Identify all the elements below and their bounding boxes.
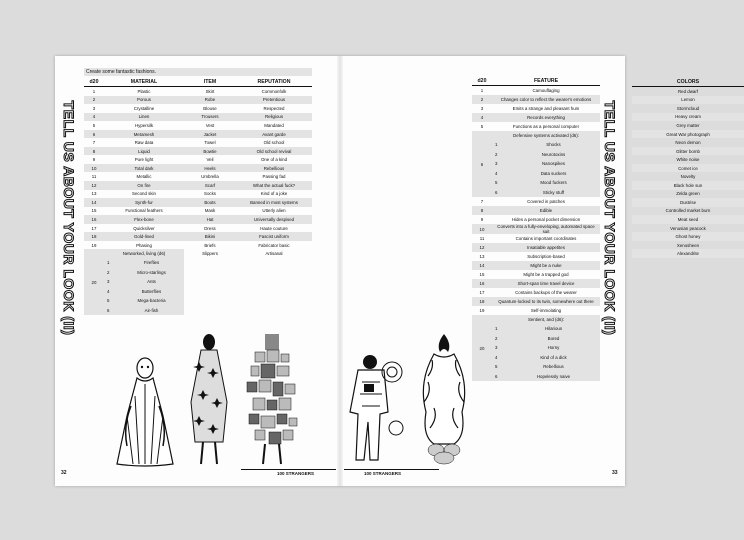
nested-head: Sentient, and (d6): — [527, 317, 565, 322]
sub-text: Horny — [547, 345, 560, 350]
table-row — [472, 113, 600, 122]
sub-text: Ants — [147, 279, 156, 285]
cell-material: Metamesh — [104, 130, 184, 139]
sub-text: Kind of a dick — [540, 354, 567, 360]
cell-n: 13 — [479, 254, 485, 259]
cell-item: Vest — [205, 122, 215, 128]
cell-item: Bowtie — [184, 147, 236, 156]
table-row — [632, 249, 744, 258]
table-row — [472, 131, 600, 197]
sub-text: Hopelessly naive — [536, 373, 571, 379]
cell-reputation: What the actual fuck? — [236, 181, 312, 190]
cell-n: 19 — [479, 308, 485, 313]
cell-color: Heavy cream — [632, 113, 744, 122]
sub-text: Shocks — [546, 142, 561, 147]
sub-option — [492, 150, 600, 160]
table-row — [632, 130, 744, 139]
cell-color: Red dwarf — [677, 88, 698, 94]
sub-number: 5 — [495, 364, 498, 369]
sub-option — [492, 159, 600, 169]
cell-item: Slippers — [202, 251, 218, 257]
table-row — [84, 155, 312, 164]
cell-n: 16 — [84, 215, 104, 224]
sub-number: 1 — [495, 142, 498, 147]
cell-reputation: Utterly alien — [262, 208, 286, 214]
cell-feature: Functions as a personal computer — [512, 124, 580, 129]
table-row — [632, 113, 744, 122]
table-prompt: Create some fantastic fashions. — [84, 68, 312, 76]
table-row — [84, 164, 312, 173]
cell-n: 3 — [92, 105, 96, 111]
cell-feature: Records everything — [492, 113, 600, 122]
table-row — [84, 113, 312, 122]
cell-feature: Quantum-locked to its twin, somewhere out there — [492, 297, 600, 306]
cell-n: 3 — [480, 106, 484, 111]
cell-n: 17 — [91, 225, 97, 231]
cell-n: 11 — [91, 174, 97, 180]
cell-feature: Might be a nuke — [492, 261, 600, 270]
cell-color: Neon demon — [675, 140, 701, 146]
cell-n: 4 — [472, 113, 492, 122]
cell-n: 7 — [480, 199, 484, 204]
table-row — [84, 190, 312, 199]
table-row — [632, 181, 744, 190]
footer-rule-right — [344, 469, 439, 470]
cell-reputation: Universally despised — [236, 215, 312, 224]
figure-tech-suit — [340, 352, 408, 464]
cell-material: Porous — [104, 96, 184, 105]
cell-reputation: Religious — [236, 113, 312, 122]
nested-head: Defensive systems activated (d6): — [513, 133, 579, 138]
cell-material: Phasing — [136, 242, 152, 248]
cell-material-nested — [104, 249, 184, 315]
sub-option — [492, 353, 600, 363]
cell-n: 10 — [472, 224, 492, 234]
cell-n: 9 — [92, 157, 96, 163]
cell-n: 6 — [472, 131, 492, 197]
cell-item: Mask — [204, 208, 216, 214]
cell-reputation: Kind of a joke — [260, 191, 288, 197]
table-row — [84, 215, 312, 224]
sub-option — [104, 277, 184, 287]
table-row — [84, 241, 312, 250]
sub-option — [492, 343, 600, 353]
cell-item: Towel — [204, 140, 216, 146]
table-row — [632, 172, 744, 181]
cell-material: Quicksilver — [133, 225, 155, 231]
table-row — [472, 215, 600, 224]
table-row — [472, 252, 600, 261]
cell-n: 15 — [479, 272, 485, 277]
cell-reputation: Old school — [263, 140, 285, 146]
cell-n: 18 — [84, 232, 104, 241]
table-row — [84, 96, 312, 105]
cell-n: 1 — [92, 88, 96, 94]
sub-text: Butterflies — [141, 288, 162, 294]
sub-number: 2 — [495, 151, 498, 157]
sub-option — [104, 268, 184, 278]
cell-reputation: Pretentious — [236, 96, 312, 105]
cell-n: 9 — [480, 217, 484, 222]
sub-number: 3 — [107, 279, 110, 285]
figure-cloaked-being — [113, 356, 177, 468]
cell-reputation: Passing fad — [262, 174, 286, 180]
table-row — [632, 198, 744, 207]
table-row — [472, 270, 600, 279]
left-page — [55, 56, 340, 486]
figure-starry-dress — [183, 332, 235, 468]
cell-feature: Hides a personal pocket dimension — [511, 217, 581, 222]
sub-option — [492, 188, 600, 198]
sub-text: Mega-bacteria — [137, 298, 166, 304]
sub-number: 4 — [107, 288, 110, 294]
cell-item: Blouse — [203, 105, 217, 111]
table-row — [472, 315, 600, 381]
table-row — [472, 261, 600, 270]
cell-feature: Short-span time travel device — [492, 279, 600, 288]
cell-material: Gold-lined — [104, 232, 184, 241]
cell-n: 16 — [472, 279, 492, 288]
sub-option — [492, 334, 600, 344]
table-row — [472, 95, 600, 104]
sub-text: Air-fish — [144, 307, 159, 313]
fashion-table — [84, 77, 312, 315]
cell-n: 12 — [84, 181, 104, 190]
footer-rule-left — [241, 469, 336, 470]
cell-material: Hypersilk — [134, 122, 154, 128]
cell-feature: Camouflaging — [532, 88, 560, 93]
header-item: ITEM — [184, 77, 236, 87]
feature-table — [472, 76, 600, 381]
cell-n: 8 — [84, 147, 104, 156]
table-row — [472, 306, 600, 315]
cell-feature: Contains important coordinates — [515, 236, 577, 241]
sub-number: 1 — [107, 260, 110, 266]
cell-n: 19 — [91, 242, 97, 248]
sub-text: Mood fuckers — [540, 180, 567, 185]
table-row — [84, 232, 312, 241]
cell-item: Skirt — [205, 88, 215, 94]
table-row — [472, 279, 600, 288]
sub-number: 4 — [495, 170, 498, 176]
cell-feature-nested — [492, 315, 600, 381]
table-row — [84, 198, 312, 207]
table-row — [632, 164, 744, 173]
cell-n: 2 — [472, 95, 492, 104]
sub-text: Micro-starlings — [137, 269, 166, 275]
cell-feature: Covered in patches — [527, 199, 565, 204]
table-row — [632, 96, 744, 105]
sub-number: 6 — [495, 189, 498, 195]
cell-n: 14 — [472, 261, 492, 270]
cell-color: Alexandrite — [632, 249, 744, 258]
cell-reputation: Artisanal — [265, 251, 283, 257]
cell-n: 7 — [92, 140, 96, 146]
table-row — [632, 121, 744, 130]
cell-reputation: Old school revival — [236, 147, 312, 156]
table-row — [632, 87, 744, 96]
table-row — [84, 104, 312, 113]
table-row — [632, 104, 744, 113]
cell-item: Briefs — [204, 242, 216, 248]
cell-color: Glitter bomb — [632, 147, 744, 156]
cell-color: Dustrise — [632, 198, 744, 207]
cell-color: Controlled market burn — [665, 208, 711, 214]
cell-n: 5 — [92, 122, 96, 128]
cell-n: 2 — [84, 96, 104, 105]
cell-item: Bikini — [184, 232, 236, 241]
right-vertical-title: TELL US ABOUT YOUR LOOK (II) — [602, 100, 618, 336]
sub-number: 4 — [495, 354, 498, 360]
cell-n: 17 — [479, 290, 485, 295]
cell-n: 20 — [84, 249, 104, 315]
table-row — [472, 197, 600, 206]
table-row — [472, 288, 600, 297]
sub-option — [492, 178, 600, 188]
cell-feature: Might be a trapped god — [523, 272, 569, 277]
table-row — [472, 234, 600, 243]
table-row — [632, 215, 744, 224]
sub-option — [492, 140, 600, 150]
cell-n: 5 — [480, 124, 484, 129]
cell-item: Dress — [204, 225, 216, 231]
sub-text: Rebellious — [543, 364, 564, 369]
cell-reputation: Fabricator basic — [258, 242, 290, 248]
cell-reputation: Mandated — [264, 122, 284, 128]
cell-n: 4 — [84, 113, 104, 122]
cell-n: 1 — [480, 88, 484, 93]
cell-feature: Emits a strange and pleasant hum — [512, 106, 580, 111]
cell-color: Zelda green — [676, 191, 700, 197]
table-row — [472, 297, 600, 306]
cell-n: 18 — [472, 297, 492, 306]
cell-material: Synth-fur — [104, 198, 184, 207]
header-reputation: REPUTATION — [236, 77, 312, 87]
table-row — [472, 243, 600, 252]
header-colors: COLORS — [632, 77, 744, 87]
table-row — [84, 207, 312, 216]
sub-option — [492, 169, 600, 179]
cell-material: Plastic — [137, 88, 151, 94]
cell-material: Metallic — [136, 174, 152, 180]
table-row — [632, 147, 744, 156]
cell-n: 15 — [91, 208, 97, 214]
cell-color: Lemon — [632, 96, 744, 105]
cell-n: 13 — [91, 191, 97, 197]
sub-text: Hilarious — [544, 326, 563, 331]
cell-material: Pure light — [134, 157, 154, 163]
header-d20: d20 — [84, 77, 104, 87]
cell-reputation: Haute couture — [260, 225, 288, 231]
sub-text: Fireflies — [143, 260, 160, 266]
cell-color: Great War photograph — [632, 130, 744, 139]
sub-option — [104, 306, 184, 316]
cell-reputation: One of a kind — [260, 157, 288, 163]
header-feature-d20: d20 — [472, 76, 492, 86]
nested-head: Networked, living (d6) — [122, 251, 166, 257]
cell-color: Black hole sun — [632, 181, 744, 190]
table-row — [84, 172, 312, 181]
sub-text: Bored — [547, 335, 560, 341]
cell-color: Ghost honey — [632, 232, 744, 241]
header-feature: FEATURE — [492, 76, 600, 86]
footer-right: 100 STRANGERS — [364, 471, 402, 476]
cell-n: 11 — [479, 236, 485, 241]
cell-feature: Contains backups of the wearer — [515, 290, 577, 295]
page-number-right: 33 — [612, 470, 618, 476]
table-row — [632, 207, 744, 216]
cell-item: Robe — [184, 96, 236, 105]
cell-material: Liquid — [104, 147, 184, 156]
cell-material: Second skin — [132, 191, 156, 197]
sub-text: Neurotoxins — [541, 151, 566, 157]
table-row — [84, 130, 312, 139]
cell-item: Jacket — [184, 130, 236, 139]
cell-material: Crystalline — [133, 105, 155, 111]
figure-flame-dress — [414, 332, 474, 468]
table-row — [632, 138, 744, 147]
cell-item: Umbrella — [201, 174, 219, 180]
cell-reputation: Banned in most systems — [236, 198, 312, 207]
cell-material: Total dark — [104, 164, 184, 173]
sub-option — [104, 287, 184, 297]
cell-reputation: Avant garde — [236, 130, 312, 139]
cell-reputation: Fascist uniform — [236, 232, 312, 241]
page-number-left: 32 — [61, 470, 67, 476]
cell-material: Functional feathers — [125, 208, 163, 214]
sub-number: 6 — [107, 307, 110, 313]
sub-option — [492, 324, 600, 334]
cell-item: Trousers — [184, 113, 236, 122]
sub-number: 3 — [495, 161, 498, 166]
footer-left: 100 STRANGERS — [277, 471, 315, 476]
cell-feature: Insatiable appetites — [492, 243, 600, 252]
cell-reputation: Respected — [263, 105, 285, 111]
table-row — [84, 147, 312, 156]
cell-color: Grey matter — [676, 122, 700, 128]
table-row — [84, 224, 312, 233]
book-gutter — [337, 56, 343, 486]
table-row — [472, 122, 600, 131]
sub-text: Nanospikes — [542, 161, 565, 166]
cell-material: On fire — [104, 181, 184, 190]
cell-feature: Changes color to reflect the wearer's emotions — [492, 95, 600, 104]
cell-color: Xenosheen — [676, 242, 700, 248]
cell-feature: Subscription-based — [527, 254, 565, 259]
cell-reputation: Commonfolk — [261, 88, 287, 94]
cell-feature: Edible — [492, 206, 600, 215]
cell-color: Stormcloud — [676, 105, 700, 111]
table-row — [84, 249, 312, 315]
cell-color: Venusian peacock — [670, 225, 706, 231]
table-row — [84, 121, 312, 130]
table-row — [84, 138, 312, 147]
cell-color: Meat seed — [632, 215, 744, 224]
cell-feature-nested — [492, 131, 600, 197]
cell-color: Novelty — [680, 174, 696, 180]
sub-number: 5 — [495, 180, 498, 185]
cell-n: 6 — [84, 130, 104, 139]
sub-number: 1 — [495, 326, 498, 331]
cell-material: Flex-bone — [104, 215, 184, 224]
table-row — [632, 241, 744, 250]
table-row — [472, 104, 600, 113]
cell-reputation: Rebellious — [236, 164, 312, 173]
sub-option — [104, 296, 184, 306]
cell-material: Linen — [104, 113, 184, 122]
cell-feature: Self-immolating — [530, 308, 562, 313]
table-row — [472, 86, 600, 96]
cell-item: Heels — [184, 164, 236, 173]
figure-pixel-garment — [241, 332, 305, 468]
left-vertical-title: TELL US ABOUT YOUR LOOK (II) — [61, 100, 77, 336]
sub-number: 3 — [495, 345, 498, 350]
sub-number: 2 — [107, 269, 110, 275]
cell-item: Boots — [184, 198, 236, 207]
cell-item: Hat — [184, 215, 236, 224]
sub-number: 5 — [107, 298, 110, 304]
sub-text: Sticky stuff — [542, 189, 565, 195]
cell-n: 14 — [84, 198, 104, 207]
table-row — [632, 155, 744, 164]
table-row — [84, 87, 312, 96]
table-row — [84, 181, 312, 190]
cell-n: 12 — [472, 243, 492, 252]
cell-color: White noise — [676, 157, 700, 163]
cell-item: Socks — [204, 191, 216, 197]
sub-number: 2 — [495, 335, 498, 341]
cell-item: Veil — [206, 157, 214, 163]
cell-item: Scarf — [184, 181, 236, 190]
table-row — [472, 224, 600, 234]
cell-feature: Converts into a fully-enveloping, automated space suit — [492, 224, 600, 234]
sub-option — [104, 258, 184, 268]
table-row — [632, 224, 744, 233]
table-row — [472, 206, 600, 215]
table-row — [632, 190, 744, 199]
header-material: MATERIAL — [104, 77, 184, 87]
table-row — [632, 232, 744, 241]
sub-text: Data suckers — [540, 170, 567, 176]
cell-n: 10 — [84, 164, 104, 173]
colors-table — [632, 77, 744, 258]
sub-option — [492, 372, 600, 382]
cell-n: 20 — [472, 315, 492, 381]
cell-color: Comet ice — [632, 164, 744, 173]
sub-number: 6 — [495, 373, 498, 379]
sub-option — [492, 362, 600, 372]
cell-material: Raw data — [134, 140, 154, 146]
cell-n: 8 — [472, 206, 492, 215]
